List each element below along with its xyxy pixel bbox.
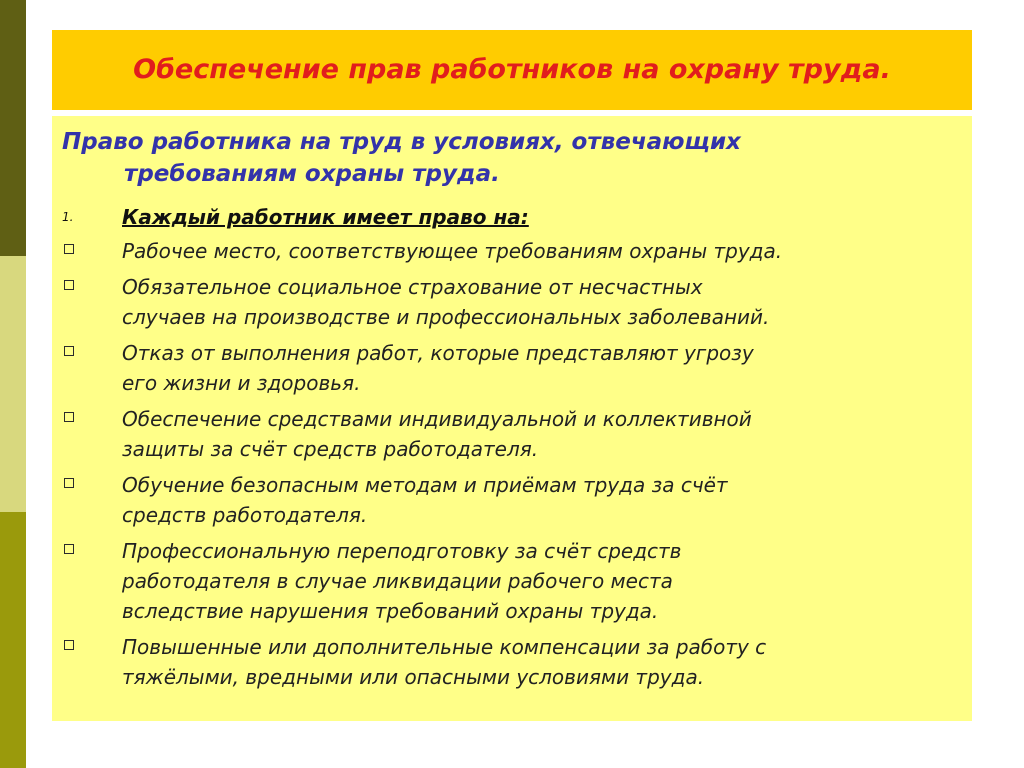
heading-line-2: требованиям охраны труда. [124, 161, 500, 187]
square-bullet-icon [64, 478, 74, 488]
list-item: Рабочее место, соответствующее требованиям охраны труда. [52, 236, 952, 266]
item-number: 1. [62, 210, 74, 224]
content-panel [52, 116, 972, 721]
item-text: Каждый работник имеет право на: [122, 205, 529, 229]
list-item: Обязательное социальное страхование от несчастных случаев на производстве и профессиональных заболеваний. [52, 272, 952, 332]
decor-divider [26, 0, 28, 768]
square-bullet-icon [64, 640, 74, 650]
square-bullet-icon [64, 412, 74, 422]
square-bullet-icon [64, 346, 74, 356]
slide-title: Обеспечение прав работников на охрану труда. [133, 54, 891, 85]
section-heading [62, 126, 942, 190]
list-item: Повышенные или дополнительные компенсации за работу с тяжёлыми, вредными или опасными условиями труда. [52, 632, 952, 692]
list-item: Профессиональную переподготовку за счёт средств работодателя в случае ликвидации рабочего места вследствие нарушения требований охраны труда. [52, 536, 952, 626]
decor-band-middle [0, 256, 26, 512]
rights-list [52, 236, 952, 698]
list-item: Обеспечение средствами индивидуальной и коллективной защиты за счёт средств работодателя. [52, 404, 952, 464]
square-bullet-icon [64, 280, 74, 290]
title-banner [52, 30, 972, 110]
square-bullet-icon [64, 544, 74, 554]
heading-line-1: Право работника на труд в условиях, отвечающих [62, 129, 741, 155]
square-bullet-icon [64, 244, 74, 254]
list-item: Отказ от выполнения работ, которые представляют угрозу его жизни и здоровья. [52, 338, 952, 398]
decor-band-bottom [0, 512, 26, 768]
list-item: Обучение безопасным методам и приёмам труда за счёт средств работодателя. [52, 470, 952, 530]
decor-band-top [0, 0, 26, 256]
